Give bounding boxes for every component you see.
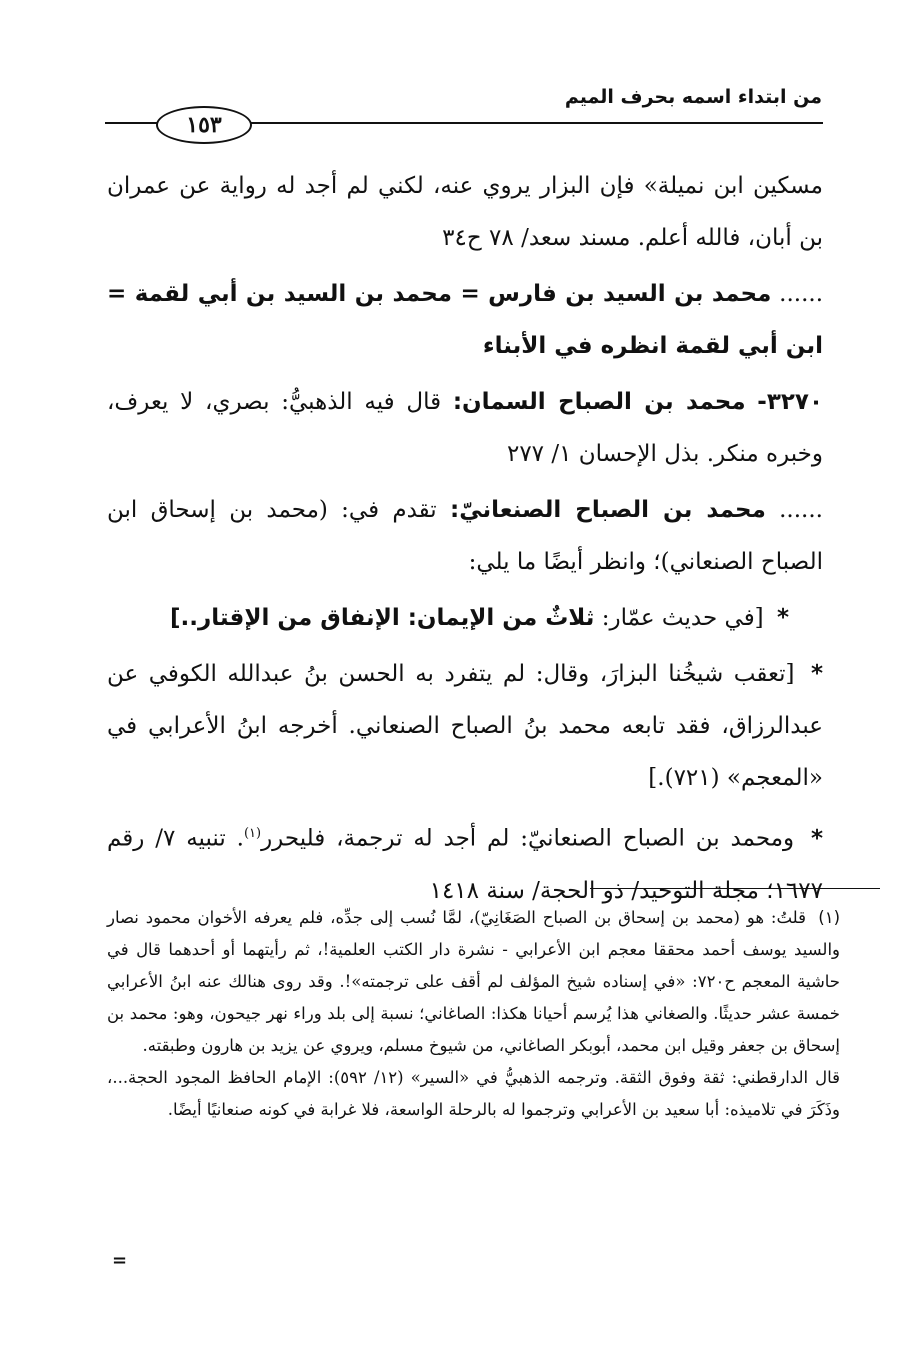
main-text <box>107 160 823 917</box>
footnotes <box>107 902 840 1126</box>
asterisk-marker: * <box>776 605 789 631</box>
ellipsis-marker: ...... <box>779 281 824 307</box>
hadith-text: ثلاثٌ من الإيمان: الإنفاق من الإقتار..] <box>170 605 595 631</box>
paragraph-2 <box>107 268 823 372</box>
paragraph-3 <box>107 376 823 480</box>
footnote-text: قلتُ: هو (محمد بن إسحاق بن الصباح الصَغَانِيّ)، لمَّا نُسب إلى جدِّه، فلم يعرفه الأخوان محمود نصار والسيد يوسف أحمد محققا معجم ابن الأعرابي - نشرة دار الكتب العلمية!، ثم رأيتهما أو أحدهما قال في حاشية المعجم ح٧٢٠: «في إسناده شيخ المؤلف لم أقف على ترجمته»!. وقد روى هنالك عنه ابنُ الأعرابي خمسة عشر حديثًا. والصغاني هذا يُرسم أحيانا هكذا: الصاغاني؛ نسبة إلى بلد وراء نهر جيحون، وهو: محمد بن إسحاق بن جعفر وقيل ابن محمد، أبوبكر الصاغاني، من شيوخ مسلم، ويروي عن يزيد بن هارون وطبقته. <box>107 908 840 1055</box>
entry-name: محمد بن السيد بن فارس = محمد بن السيد بن أبي لقمة = ابن أبي لقمة انظره في الأبناء <box>107 281 823 359</box>
paragraph-1: مسكين ابن نميلة» فإن البزار يروي عنه، لكني لم أجد له رواية عن عمران بن أبان، فالله أعلم. مسند سعد/ ٧٨ ح٣٤ <box>107 173 823 251</box>
paragraph-4 <box>107 484 823 588</box>
paragraph-6 <box>107 648 823 804</box>
entry-name: محمد بن الصباح السمان: <box>452 389 746 415</box>
footnote-number: (١) <box>818 908 840 927</box>
running-header: من ابتداء اسمه بحرف الميم <box>564 86 822 108</box>
bracket-text: [في حديث عمّار: <box>601 605 764 631</box>
footnote-continuation: قال الدارقطني: ثقة وفوق الثقة. وترجمه الذهبيُّ في «السير» (١٢/ ٥٩٢): الإمام الحافظ المجود الحجة...، وذَكَرَ في تلاميذه: أبا سعيد بن الأعرابي وترجموا له بالرحلة الواسعة، فلا غرابة في كونه صنعانيًا أيضًا. <box>107 1068 840 1119</box>
footnote-rule <box>590 888 880 889</box>
entry-number: ٣٢٧٠- <box>757 389 823 415</box>
asterisk-marker: * <box>810 661 823 687</box>
entry-text: تقدم في: (محمد بن إسحاق ابن الصباح الصنعاني)؛ وانظر أيضًا ما يلي: <box>107 497 823 575</box>
entry-text: ومحمد بن الصباح الصنعانيّ: لم أجد له ترجمة، فليحرر <box>261 825 795 852</box>
continuation-mark: = <box>112 1250 128 1271</box>
footnote-1 <box>107 902 840 1062</box>
paragraph-5 <box>107 592 823 644</box>
bracket-text: [تعقب شيخُنا البزارَ، وقال: لم يتفرد به الحسن بنُ عبدالله الكوفي عن عبدالرزاق، فقد تابعه محمد بنُ الصباح الصنعاني. أخرجه ابنُ الأعرابي في «المعجم» (٧٢١).] <box>107 661 823 791</box>
page-number: ١٥٣ <box>156 106 252 144</box>
entry-text: . تنبيه ٧/ رقم ١٦٧٧؛ مجلة التوحيد/ ذو الحجة/ سنة ١٤١٨ <box>107 825 823 904</box>
asterisk-marker: * <box>810 825 824 852</box>
entry-name: محمد بن الصباح الصنعانيّ: <box>450 497 766 523</box>
entry-text: قال فيه الذهبيُّ: بصري، لا يعرف، وخبره منكر. بذل الإحسان ١/ ٢٧٧ <box>107 389 823 467</box>
ellipsis-marker: ...... <box>779 497 823 523</box>
paragraph-7 <box>107 808 823 917</box>
footnote-reference[interactable]: (١) <box>243 826 262 841</box>
